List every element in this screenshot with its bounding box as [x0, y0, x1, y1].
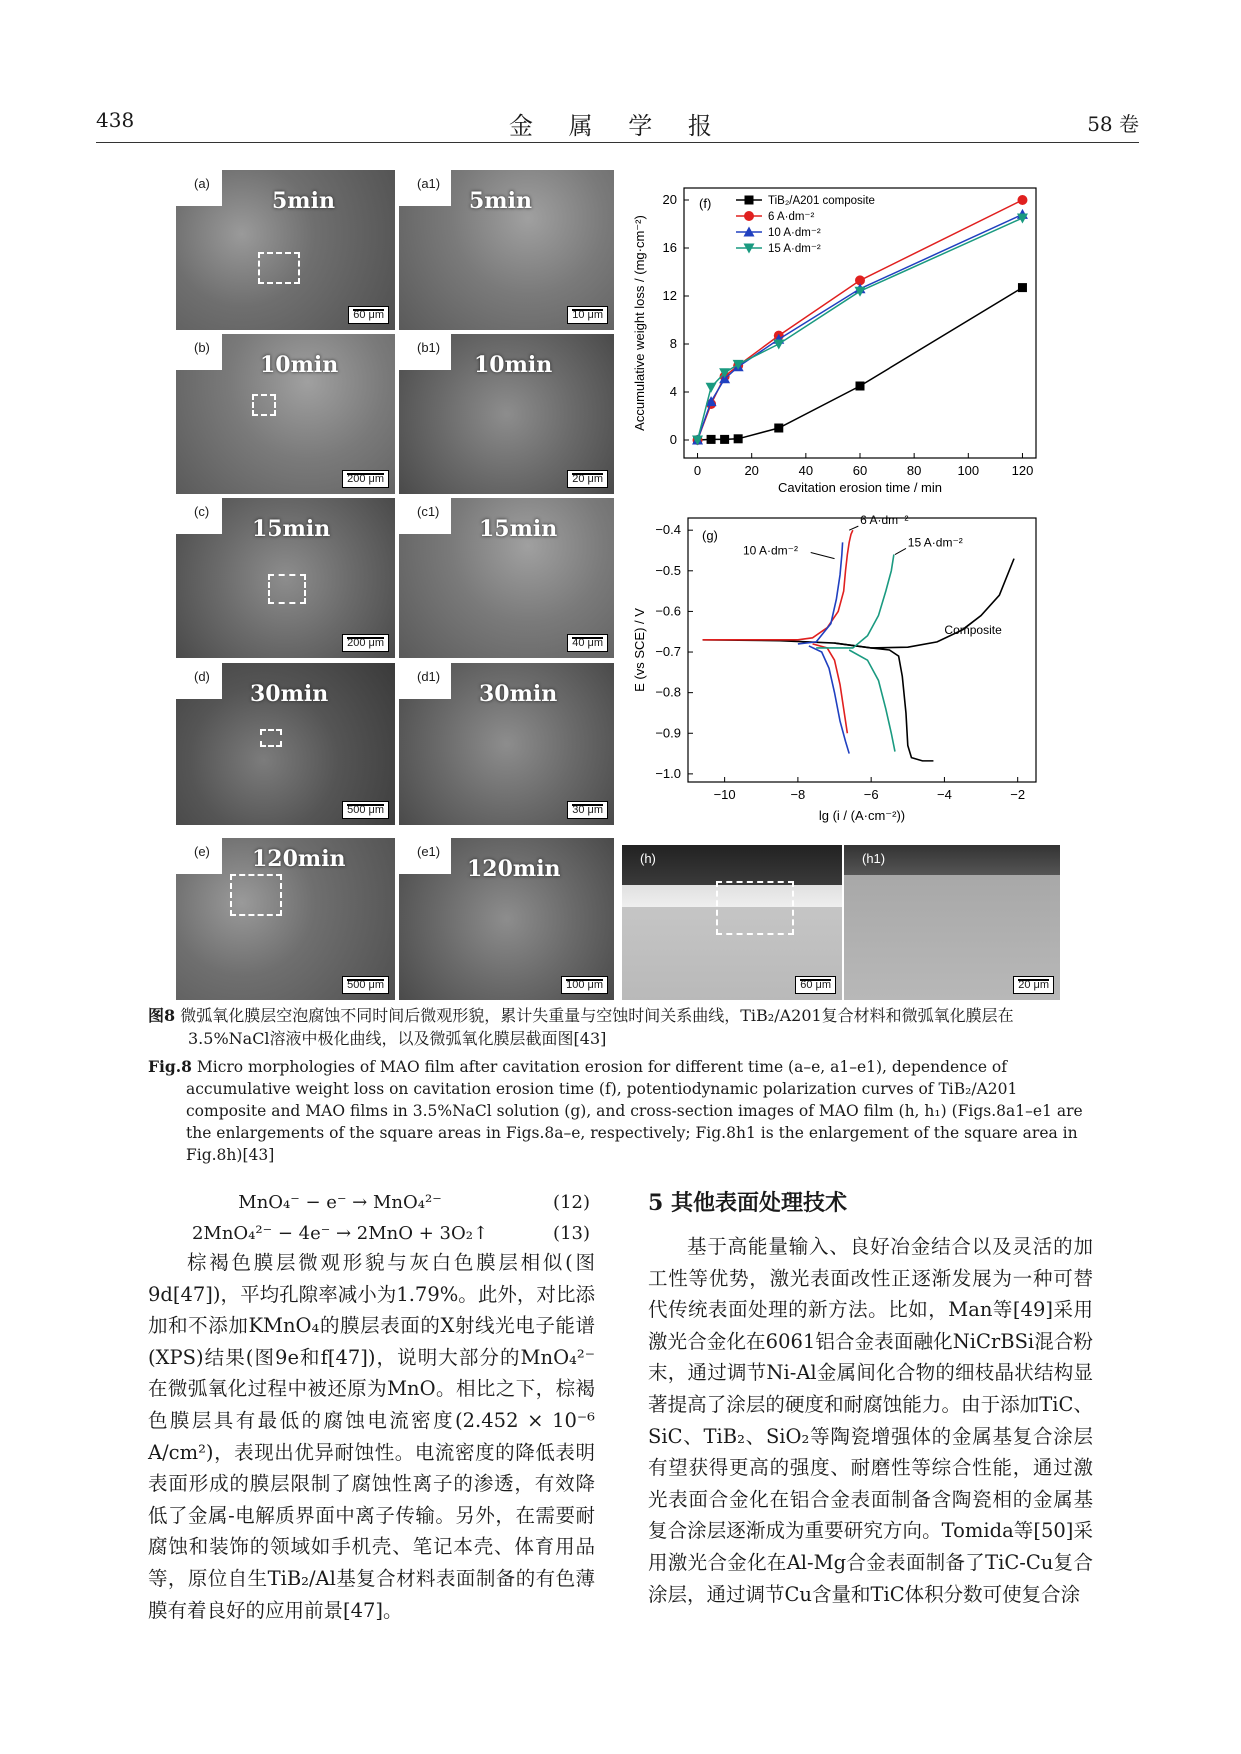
equation-text: 2MnO₄²⁻ − 4e⁻ → 2MnO + 3O₂↑ [191, 1223, 489, 1244]
panel-label: (c1) [399, 498, 451, 534]
panel-a [176, 170, 395, 330]
y-tick-label: −0.9 [655, 725, 681, 741]
panel-label: (h1) [862, 851, 886, 866]
equation-number: (13) [553, 1223, 590, 1244]
y-tick-label: 0 [669, 432, 677, 447]
panel-time: 30min [479, 681, 558, 707]
scale-bar: 500 μm [342, 801, 389, 819]
y-tick-label: −0.6 [655, 603, 681, 619]
y-tick-label: 16 [662, 240, 677, 255]
panel-time: 10min [474, 352, 553, 378]
y-tick-label: −0.5 [655, 562, 681, 578]
x-tick-label: 80 [906, 463, 922, 478]
square-area [252, 394, 276, 416]
panel-time: 5min [469, 188, 532, 214]
panel-c1 [399, 498, 614, 658]
panel-time: 30min [250, 681, 329, 707]
panel-time: 5min [272, 188, 335, 214]
x-axis-label: lg (i / (A·cm⁻²)) [818, 808, 906, 823]
curve-label: 15 A·dm⁻² [907, 535, 963, 550]
y-tick-label: −0.4 [655, 522, 681, 538]
panel-label: (a1) [399, 170, 451, 206]
plot-frame [688, 518, 1036, 782]
scale-bar: 30 μm [567, 801, 608, 819]
panel-e [176, 838, 395, 1000]
x-axis-label: Cavitation erosion time / min [777, 480, 943, 495]
x-tick-label: −4 [937, 787, 952, 802]
data-point [720, 435, 729, 444]
legend-label: TiB₂/A201 composite [768, 195, 875, 207]
panel-label: (g) [702, 528, 718, 543]
x-tick-label: 20 [744, 463, 759, 478]
chart-f [624, 176, 1056, 506]
panel-label: (d) [176, 663, 222, 699]
panel-label: (e1) [399, 838, 451, 874]
panel-c [176, 498, 395, 658]
x-tick-label: 0 [693, 463, 702, 478]
scale-bar: 200 μm [342, 634, 389, 652]
data-point [856, 382, 865, 391]
scale-bar: 20 μm [567, 470, 608, 488]
scale-bar: 10 μm [567, 306, 608, 324]
page-number: 438 [96, 108, 135, 132]
y-axis-label: Accumulative weight loss / (mg·cm⁻²) [632, 215, 647, 431]
panel-time: 120min [252, 846, 346, 872]
panel-a1 [399, 170, 614, 330]
y-tick-label: −0.8 [655, 684, 681, 700]
x-tick-label: 60 [852, 463, 868, 478]
legend-label: 10 A·dm⁻² [768, 227, 821, 239]
panel-label: (b) [176, 334, 222, 370]
data-point [1018, 283, 1027, 292]
y-tick-label: 20 [662, 192, 677, 207]
panel-label: (b1) [399, 334, 451, 370]
scale-bar: 200 μm [342, 470, 389, 488]
data-point [774, 424, 783, 433]
scale-bar: 500 μm [342, 976, 389, 994]
data-point [1017, 195, 1027, 205]
equation-text: MnO₄⁻ − e⁻ → MnO₄²⁻ [238, 1192, 442, 1213]
panel-time: 15min [252, 516, 331, 542]
left-column [148, 1247, 595, 1626]
running-header [96, 108, 1139, 142]
data-point [734, 434, 743, 443]
panel-time: 10min [260, 352, 339, 378]
scale-bar: 100 μm [561, 976, 608, 994]
y-tick-label: −0.7 [655, 644, 681, 660]
equation-number: (12) [553, 1192, 590, 1213]
journal-title: 金 属 学 报 [509, 112, 726, 140]
caption-en [148, 1056, 1091, 1166]
data-point [745, 196, 754, 205]
right-column [648, 1231, 1093, 1610]
y-tick-label: 4 [669, 384, 677, 399]
square-area [716, 881, 794, 935]
square-area [258, 252, 300, 284]
curve-label: Composite [944, 622, 1002, 637]
section-title: 5 其他表面处理技术 [648, 1190, 847, 1216]
panel-d1 [399, 663, 614, 825]
plot-frame [684, 188, 1036, 458]
body-paragraph: 棕褐色膜层微观形貌与灰白色膜层相似(图9d[47])，平均孔隙率减小为1.79%。此外，对比添加和不添加KMnO₄的膜层表面的X射线光电子能谱(XPS)结果(图9e和f[47])，说明大部分的MnO₄²⁻在微弧氧化过程中被还原为MnO。相比之下，棕褐色膜层具有最低的腐蚀电流密度(2.452 × 10⁻⁶ A/cm²)，表现出优异耐蚀性。电流密度的降低表明表面形成的膜层限制了腐蚀性离子的渗透，有效降低了金属-电解质界面中离子传输。另外，在需要耐腐蚀和装饰的领域如手机壳、笔记本壳、体育用品等，原位自生TiB₂/Al基复合材料表面制备的有色薄膜有着良好的应用前景[47]。 [148, 1251, 595, 1622]
panel-label: (c) [176, 498, 222, 534]
panel-label: (d1) [399, 663, 451, 699]
panel-b1 [399, 334, 614, 494]
x-tick-label: −2 [1010, 787, 1026, 802]
x-tick-label: 120 [1011, 463, 1034, 478]
panel-label: (f) [699, 196, 712, 211]
data-point [707, 435, 716, 444]
x-tick-label: 40 [798, 463, 814, 478]
caption-en-label: Fig.8 [148, 1057, 192, 1076]
panel-h [622, 845, 842, 1000]
panel-e1 [399, 838, 614, 1000]
equation-12 [150, 1192, 590, 1222]
y-tick-label: 12 [662, 288, 677, 303]
scale-bar: 20 μm [1013, 976, 1054, 994]
caption-en-text: Micro morphologies of MAO film after cavitation erosion for different time (a–e, a1–e1), dependence of accumulative weight loss on cavitation erosion time (f), potentiodynamic polarization curves of TiB₂/A201 composite and MAO films in 3.5%NaCl solution (g), and cross-section images of MAO film (h, h₁) (Figs.8a1–e1 are the enlargements of the square areas in Figs.8a–e, respectively; Fig.8h1 is the enlargement of the square area in Fig.8h)[43] [186, 1058, 1083, 1164]
x-tick-label: −10 [713, 787, 736, 802]
x-tick-label: −6 [863, 787, 879, 802]
curve-label: 10 A·dm⁻² [742, 543, 798, 558]
scale-bar: 60 μm [795, 976, 836, 994]
y-tick-label: 8 [669, 336, 677, 351]
header-rule [96, 142, 1139, 143]
chart-g [624, 512, 1056, 832]
legend-label: 15 A·dm⁻² [768, 243, 821, 255]
square-area [268, 574, 306, 604]
panel-time: 120min [467, 856, 561, 882]
y-tick-label: −1.0 [655, 765, 681, 781]
square-area [230, 874, 282, 916]
scale-bar: 60 μm [348, 306, 389, 324]
panel-label: (e) [176, 838, 222, 874]
panel-label: (h) [640, 851, 656, 866]
caption-zh-text: 微弧氧化膜层空泡腐蚀不同时间后微观形貌，累计失重量与空蚀时间关系曲线，TiB₂/A201复合材料和微弧氧化膜层在3.5%NaCl溶液中极化曲线，以及微弧氧化膜层截面图[43] [180, 1006, 1014, 1048]
square-area [260, 729, 282, 747]
scale-bar: 40 μm [567, 634, 608, 652]
data-point [744, 211, 754, 221]
body-paragraph: 基于高能量输入、良好冶金结合以及灵活的加工性等优势，激光表面改性正逐渐发展为一种可替代传统表面处理的新方法。比如，Man等[49]采用激光合金化在6061铝合金表面融化NiCrBSi混合粉末，通过调节Ni-Al金属间化合物的细枝晶状结构显著提高了涂层的硬度和耐腐蚀能力。由于添加TiC、SiC、TiB₂、SiO₂等陶瓷增强体的金属基复合涂层有望获得更高的强度、耐磨性等综合性能，通过激光表面合金化在铝合金表面制备含陶瓷相的金属基复合涂层逐渐成为重要研究方向。Tomida等[50]采用激光合金化在Al-Mg合金表面制备了TiC-Cu复合涂层，通过调节Cu含量和TiC体积分数可使复合涂 [648, 1235, 1093, 1606]
panel-b [176, 334, 395, 494]
y-axis-label: E (vs SCE) / V [632, 608, 647, 692]
panel-h1 [844, 845, 1060, 1000]
panel-d [176, 663, 395, 825]
x-tick-label: −8 [790, 787, 806, 802]
x-tick-label: 100 [957, 463, 980, 478]
curve-label: 6 A·dm⁻² [860, 513, 909, 528]
panel-time: 15min [479, 516, 558, 542]
caption-zh-label: 图8 [148, 1006, 176, 1025]
panel-label: (a) [176, 170, 222, 206]
volume-label: 58 卷 [1087, 112, 1139, 136]
legend-label: 6 A·dm⁻² [768, 211, 815, 223]
caption-zh [148, 1004, 1091, 1050]
